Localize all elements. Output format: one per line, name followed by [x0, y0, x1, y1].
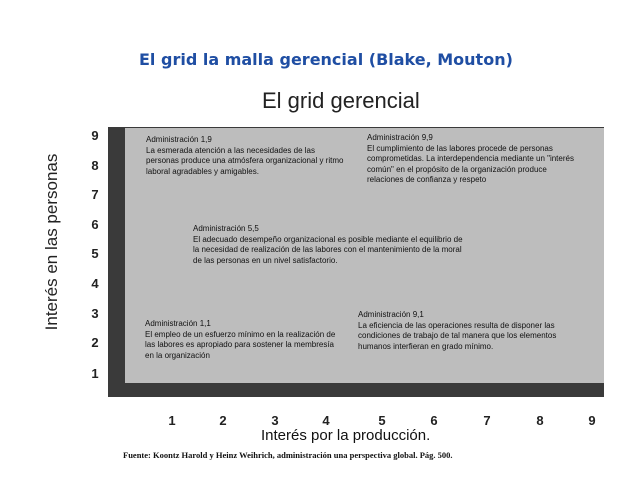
y-tick-2: 2	[91, 335, 99, 350]
quadrant-9-1-text: La eficiencia de las operaciones resulta de disponer las condiciones de trabajo de tal manera que los elementos humanos interfieran en grado mínimo.	[358, 320, 557, 351]
quadrant-1-1-text: El empleo de un esfuerzo mínimo en la realización de las labores es apropiado para sostener la membresía en la organización	[145, 329, 336, 360]
quadrant-1-9-title: Administración 1,9	[146, 135, 212, 144]
x-tick-2: 2	[219, 413, 227, 428]
y-tick-5: 5	[91, 246, 99, 261]
y-tick-1: 1	[91, 366, 99, 381]
quadrant-1-9-text: La esmerada atención a las necesidades de las personas produce una atmósfera organizacional y ritmo laboral agradables y amigables.	[146, 145, 344, 176]
y-tick-7: 7	[91, 187, 99, 202]
quadrant-9-9	[367, 133, 585, 186]
quadrant-5-5-title: Administración 5,5	[193, 224, 259, 233]
x-tick-7: 7	[483, 413, 491, 428]
quadrant-9-9-title: Administración 9,9	[367, 133, 433, 142]
grid-heading: El grid gerencial	[262, 88, 420, 113]
y-tick-9: 9	[91, 128, 99, 143]
x-tick-5: 5	[378, 413, 386, 428]
slide-title: El grid la malla gerencial (Blake, Mouton)	[139, 50, 513, 69]
quadrant-1-1	[145, 319, 345, 361]
y-tick-6: 6	[91, 217, 99, 232]
y-tick-8: 8	[91, 158, 99, 173]
x-tick-8: 8	[536, 413, 544, 428]
quadrant-1-1-title: Administración 1,1	[145, 319, 211, 328]
x-axis-label: Interés por la producción.	[261, 427, 431, 444]
quadrant-9-9-text: El cumplimiento de las labores procede de personas comprometidas. La interdependencia mediante un "interés común" en el propósito de la organización produce relaciones de confianza y respeto	[367, 143, 574, 184]
quadrant-9-1	[358, 310, 578, 352]
y-tick-3: 3	[91, 306, 99, 321]
source-citation: Fuente: Koontz Harold y Heinz Weihrich, administración una perspectiva global. Pág. 500.	[123, 450, 453, 460]
quadrant-9-1-title: Administración 9,1	[358, 310, 424, 319]
x-tick-6: 6	[430, 413, 438, 428]
quadrant-5-5	[193, 224, 463, 266]
x-tick-1: 1	[168, 413, 176, 428]
x-tick-9: 9	[588, 413, 596, 428]
x-tick-4: 4	[322, 413, 330, 428]
x-tick-3: 3	[271, 413, 279, 428]
quadrant-1-9	[146, 135, 346, 177]
y-axis-label: Interés en las personas	[42, 153, 61, 331]
y-tick-4: 4	[91, 276, 99, 291]
quadrant-5-5-text: El adecuado desempeño organizacional es posible mediante el equilibrio de la necesidad de realización de las labores con el mantenimiento de la moral de las personas en un nivel satisfactorio.	[193, 234, 463, 265]
